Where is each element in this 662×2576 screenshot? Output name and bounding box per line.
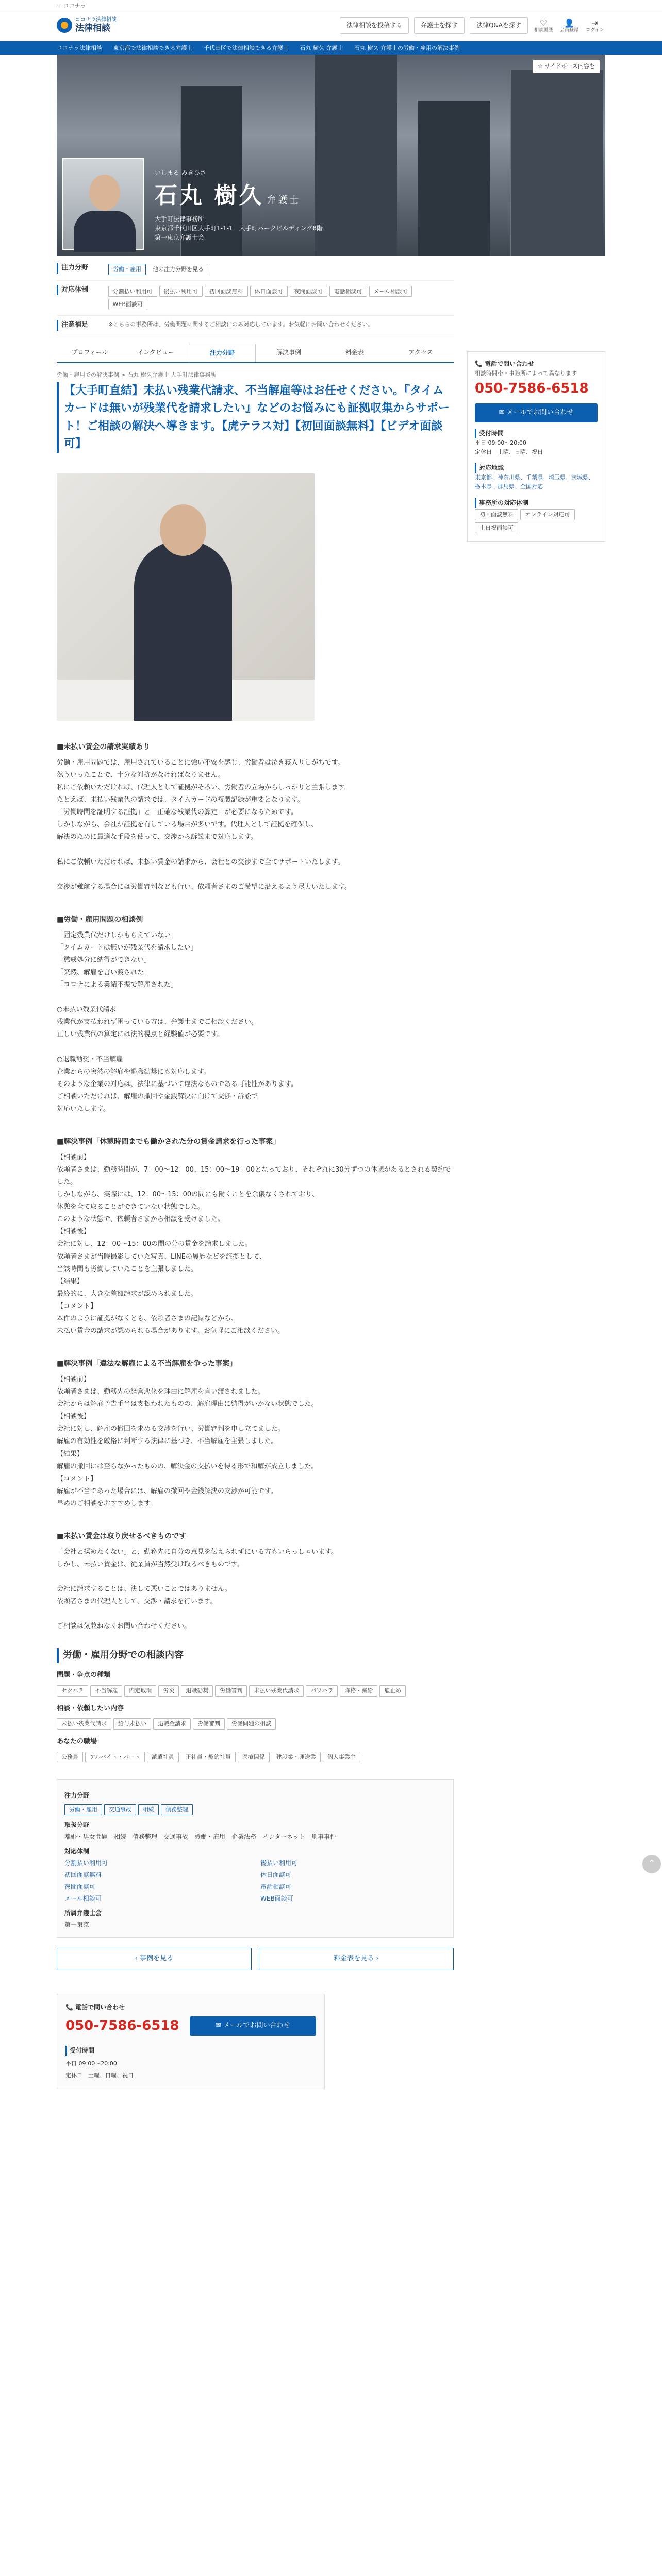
focus-field-row <box>57 259 454 281</box>
support-row <box>57 281 454 316</box>
focus-field-label: 注力分野 <box>57 263 103 274</box>
bottom-mail-button[interactable]: ✉ メールでお問い合わせ <box>190 2016 316 2036</box>
phone-label-text: 電話で問い合わせ <box>485 360 535 367</box>
breadcrumb-item[interactable]: 石丸 樹久 弁護士 <box>300 45 343 52</box>
summary-support-item: 分割払い利用可 <box>64 1859 108 1867</box>
consult-tag[interactable]: 正社員・契約社員 <box>181 1752 236 1763</box>
tab-access[interactable]: アクセス <box>408 348 433 356</box>
tab-interview[interactable]: インタビュー <box>137 348 174 356</box>
hero-building <box>510 70 603 256</box>
contact-box <box>467 351 605 542</box>
mail-label: メールでお問い合わせ <box>506 409 574 417</box>
hero-building <box>418 101 490 256</box>
sidebar <box>467 259 605 1980</box>
breadcrumb-item[interactable]: ココナラ法律相談 <box>57 45 102 52</box>
office-address: 東京都千代田区大手町1-1-1 大手町パークビルディング8階 <box>155 224 323 232</box>
history-label: 相談履歴 <box>534 27 553 33</box>
summary-field[interactable]: 債務整理 <box>161 1804 193 1816</box>
bottom-mail-label: メールでお問い合わせ <box>223 2022 290 2030</box>
login-label: ログイン <box>586 27 604 33</box>
top-strip <box>0 0 662 10</box>
focus-field-tag[interactable]: 労働・雇用 <box>108 264 146 275</box>
breadcrumb-item[interactable]: 千代田区で法律相談できる弁護士 <box>204 45 289 52</box>
bar-association: 第一東京弁護士会 <box>155 233 205 241</box>
chevron-up-icon: ⌃ <box>648 1858 656 1869</box>
consult-tag[interactable]: アルバイト・パート <box>85 1752 145 1763</box>
next-button[interactable]: 料金表を見る › <box>259 1948 454 1970</box>
area-title: 対応地域 <box>475 463 598 473</box>
consult-tag[interactable]: 労働問題の相談 <box>227 1718 276 1730</box>
support-tag: 夜間面談可 <box>290 286 327 297</box>
note-row <box>57 316 454 335</box>
consult-tag[interactable]: 未払い残業代請求 <box>249 1685 304 1697</box>
lawyer-photo <box>62 158 144 250</box>
consult-tag[interactable]: 労働審判 <box>215 1685 247 1697</box>
section-text: 労働・雇用問題では、雇用されていることに強い不安を感じ、労働者は泣き寝入りしがちです。 然ういったことで、十分な対抗がなければなりません。 私にご依頼いただければ、代理人として証拠がそろい、労働者の立場からしっかりと主張します。 たとえば、未払い残業代の請求では、タイムカードの複製記録が重要となります。 「労働時間を証明する証拠」と「正確な残業代の算定」が必要になるためです。 しかしながら、会社が証拠を有している場合が多いです。代理人として証拠を確保し、 解決のために最適な手段を使って、交渉から訴訟まで対応します。 私にご依頼いただければ、未払い賃金の請求から、会社との交渉まで全てサポートいたします。 交渉が難航する場合には労働審判なども行い、依頼者さまのご希望に沿えるよう尽力いたします。 <box>57 759 351 891</box>
phone-number[interactable]: 050-7586-6518 <box>475 380 589 396</box>
support-tag: 分割払い利用可 <box>108 286 157 297</box>
tab-profile[interactable]: プロフィール <box>71 348 108 356</box>
consult-tags <box>57 1751 454 1764</box>
summary-support-item: 休日面談可 <box>260 1871 292 1878</box>
office-support-tag: オンライン対応可 <box>520 509 575 520</box>
section-text: 「固定残業代だけしかもらえていない」 「タイムカードは無いが残業代を請求したい」 「懲戒処分に納得ができない」 「突然、解雇を言い渡された」 「コロナによる業績不振で解雇された」 ○未払い残業代請求 残業代が支払われず困っている方は、弁護士までご相談ください。 正しい残業代の算定には法的視点と経験値が必要です。 ○退職勧奨・不当解雇 企業からの突然の解雇や退職勧奨にも対応します。 そのような企業の対応は、法律に基づいて違法なものである可能性があります。 ご相談いただければ、解雇の撤回や金銭解決に向けて交渉・訴訟で 対応いたします。 <box>57 931 297 1113</box>
note-text: ※こちらの事務所は、労働問題に関するご相談にのみ対応しています。お気軽にお問い合わせください。 <box>108 320 374 328</box>
hours-title: 受付時間 <box>475 429 598 438</box>
scroll-top-button[interactable] <box>642 1855 661 1873</box>
section-heading: ■解決事例「休憩時間までも働かされた分の賃金請求を行った事案」 <box>57 1137 280 1146</box>
phone-note: 相談時間帯・事務所によって異なります <box>475 370 577 377</box>
summary-title: 取扱分野 <box>64 1821 90 1829</box>
section-breadcrumb: 労働・雇用での解決事例 > 石丸 樹久弁護士 大手町法律事務所 <box>57 371 217 378</box>
next-label: 料金表を見る <box>334 1954 374 1962</box>
bottom-phone-number[interactable]: 050-7586-6518 <box>65 2018 179 2033</box>
prev-button[interactable]: ‹ 事例を見る <box>57 1948 252 1970</box>
support-label: 対応体制 <box>57 285 103 296</box>
consult-tag[interactable]: 給与未払い <box>113 1718 151 1730</box>
consult-tag[interactable]: 派遣社員 <box>147 1752 179 1763</box>
consult-tag[interactable]: 医療関係 <box>238 1752 270 1763</box>
section-text: 【相談前】 依頼者さまは、勤務先の経営悪化を理由に解雇を言い渡されました。 会社からは解雇予告手当は支払われたものの、解雇理由に納得がいかない状態でした。 【相談後】 会社に対し、解雇の撤回を求める交渉を行い、労働審判を申し立てました。 解雇の有効性を厳格に判断する法律に基づき、不当解雇を主張しました。 【結果】 解雇の撤回には至らなかったものの、解決金の支払いを得る形で和解が成立しました。 【コメント】 解雇が不当であった場合には、解雇の撤回や金銭解決の交渉が可能です。 早めのご相談をおすすめします。 <box>57 1376 318 1507</box>
summary-field[interactable]: 交通事故 <box>104 1804 136 1816</box>
summary-support-item: 初回面談無料 <box>64 1871 102 1878</box>
summary-areas: 離婚・男女問題 相続 債務整理 交通事故 労働・雇用 企業法務 インターネット 刑事事件 <box>64 1833 336 1841</box>
mail-button[interactable]: ✉ メールでお問い合わせ <box>475 403 598 422</box>
heart-icon: ♡ <box>539 18 548 28</box>
summary-title: 所属弁護士会 <box>64 1909 102 1917</box>
find-lawyer-button[interactable]: 弁護士を探す <box>414 17 465 34</box>
logo-brand: 法律相談 <box>75 23 110 34</box>
consult-tag[interactable]: 不当解雇 <box>90 1685 122 1697</box>
office-support-title: 事務所の対応体制 <box>475 498 598 508</box>
consult-tag[interactable]: 内定取消 <box>124 1685 156 1697</box>
consult-tag[interactable]: 退職金請求 <box>153 1718 191 1730</box>
consult-tag[interactable]: 建設業・運送業 <box>272 1752 321 1763</box>
section-heading: ■労働・雇用問題の相談例 <box>57 915 143 924</box>
summary-support-item: WEB面談可 <box>260 1895 293 1903</box>
summary-support-item: 夜間面談可 <box>64 1883 96 1891</box>
consult-tag[interactable]: 労災 <box>158 1685 179 1697</box>
summary-support-item: 後払い利用可 <box>260 1859 298 1867</box>
prev-label: 事例を見る <box>140 1954 174 1962</box>
consult-tag[interactable]: 未払い残業代請求 <box>57 1718 111 1730</box>
section-heading: ■未払い賃金の請求実績あり <box>57 742 151 751</box>
lawyer-name <box>155 178 323 214</box>
office-support-tag: 土日祝面談可 <box>475 522 518 534</box>
summary-title: 注力分野 <box>64 1792 90 1800</box>
consult-tag[interactable]: セクハラ <box>57 1685 88 1697</box>
consult-tags <box>57 1717 454 1731</box>
login-link[interactable] <box>585 18 605 33</box>
support-tag: 初回面談無料 <box>205 286 248 297</box>
support-tag: WEB面談可 <box>108 299 147 310</box>
consult-heading: 労働・雇用分野での相談内容 <box>57 1648 454 1663</box>
hero-building <box>315 55 397 256</box>
other-fields-link[interactable]: 他の注力分野を見る <box>148 264 208 275</box>
consult-tag[interactable]: パワハラ <box>306 1685 338 1697</box>
logo-mark-icon <box>57 18 72 33</box>
tab-focus[interactable]: 注力分野 <box>189 344 256 362</box>
bottom-phone-label-text: 電話で問い合わせ <box>75 2003 125 2011</box>
consult-tag[interactable]: 公務員 <box>57 1752 83 1763</box>
section-text: 【相談前】 依頼者さまは、勤務時間が、7：00〜12：00、15：00〜19：00となっており、それぞれに30分ずつの休憩があるとされる契約でした。 しかしながら、実際には、12：00〜15：00の間にも働くことを余儀なくされており、 休憩を全て取ることができていない状態でした。 このような状態で、依頼者さまから相談を受けました。 【相談後】 会社に対し、12：00〜15：00の間の分の賃金を請求しました。 依頼者さまが当時撮影していた写真、LINEの履歴などを証拠として、 当該時間も労働していたことを主張しました。 【結果】 最終的に、大きな差額請求が認められました。 【コメント】 本件のように証拠がなくとも、依頼者さまの記録などから、 未払い賃金の請求が認められる場合があります。お気軽にご相談ください。 <box>57 1154 451 1335</box>
consult-tag[interactable]: 個人事業主 <box>323 1752 360 1763</box>
breadcrumb-item: 石丸 樹久 弁護士の労働・雇用の解決事例 <box>354 45 460 52</box>
summary-support-item: メール相談可 <box>64 1895 102 1903</box>
site-header <box>0 10 662 41</box>
register-link[interactable] <box>559 18 580 33</box>
section-heading: ■未払い賃金は取り戻せるべきものです <box>57 1532 187 1540</box>
profile-hero <box>57 55 605 256</box>
consult-tag[interactable]: 退職勧奨 <box>181 1685 213 1697</box>
find-qa-button[interactable]: 法律Q&Aを探す <box>470 17 528 34</box>
lawyer-name-text: 石丸 樹久 <box>155 182 264 209</box>
phone-label: 📞 電話で問い合わせ <box>475 360 535 367</box>
hours-text: 平日 09:00〜20:00 <box>475 439 526 447</box>
bottom-hours-text: 平日 09:00〜20:00 <box>65 2060 117 2067</box>
page-title: 【大手町直結】未払い残業代請求、不当解雇等はお任せください。『タイムカードは無いが残業代を請求したい』などのお悩みにも証拠収集からサポート！ご相談の解決へ導きます。【虎テラス対】【初回面談無料】【ビデオ面談可】 <box>57 382 454 452</box>
consult-tags <box>57 1684 454 1698</box>
post-question-button[interactable]: 法律相談を投稿する <box>340 17 409 34</box>
support-tag: 後払い利用可 <box>159 286 203 297</box>
login-icon: ⇥ <box>591 18 599 28</box>
site-logo[interactable] <box>57 17 117 33</box>
user-icon: 👤 <box>564 18 574 28</box>
consult-tag[interactable]: 雇止め <box>379 1685 406 1697</box>
lawyer-interview-photo <box>57 473 315 721</box>
register-label: 会員登録 <box>559 27 578 33</box>
bottom-hours-title: 受付時間 <box>65 2046 316 2056</box>
favorite-button[interactable]: ☆ サイドボーズ内容を <box>533 60 600 73</box>
consult-group-title: 相談・依頼したい内容 <box>57 1704 124 1713</box>
main-column <box>57 259 454 1980</box>
support-tag: 休日面談可 <box>250 286 288 297</box>
consult-group-title: 問題・争点の種類 <box>57 1671 111 1680</box>
summary-title: 対応体制 <box>64 1847 90 1855</box>
logo-name: ココナラ法律相談 <box>75 17 117 23</box>
office-support-tag: 初回面談無料 <box>475 509 518 520</box>
note-label: 注意補足 <box>57 320 103 331</box>
lawyer-ruby: いしまる みきひさ <box>155 169 206 176</box>
closed-days: 定休日 土曜、日曜、祝日 <box>475 448 543 455</box>
summary-field[interactable]: 労働・雇用 <box>64 1804 102 1816</box>
summary-box <box>57 1779 454 1937</box>
summary-support <box>64 1858 446 1904</box>
summary-support-item: 電話相談可 <box>260 1883 292 1891</box>
page-nav <box>57 1948 454 1970</box>
lawyer-suffix: 弁護士 <box>267 195 301 206</box>
summary-field[interactable]: 相続 <box>138 1804 159 1816</box>
bottom-contact-box <box>57 1994 325 2089</box>
section-heading: ■解決事例「違法な解雇による不当解雇を争った事案」 <box>57 1359 237 1368</box>
area-list: 東京都、神奈川県、千葉県、埼玉県、茨城県、栃木県、群馬県、全国対応 <box>475 473 594 490</box>
summary-bar: 第一東京 <box>64 1921 90 1928</box>
support-tag: 電話相談可 <box>329 286 367 297</box>
tab-cases[interactable]: 解決事例 <box>276 348 301 356</box>
breadcrumb <box>0 41 662 55</box>
breadcrumb-item[interactable]: 東京都で法律相談できる弁護士 <box>113 45 193 52</box>
consult-tag[interactable]: 降格・減給 <box>340 1685 377 1697</box>
bottom-closed-days: 定休日 土曜、日曜、祝日 <box>65 2072 134 2079</box>
consult-tag[interactable]: 労働審判 <box>193 1718 225 1730</box>
office-name: 大手町法律事務所 <box>155 215 205 223</box>
consult-group-title: あなたの職場 <box>57 1738 97 1746</box>
top-menu-label[interactable]: ≡ ココナラ <box>57 3 86 9</box>
history-link[interactable] <box>533 18 554 33</box>
profile-tabs <box>57 344 454 363</box>
section-text: 「会社と揉めたくない」と、勤務先に自分の意見を伝えられずにいる方もいらっしゃいます。 しかし、未払い賃金は、従業員が当然受け取るべきものです。 会社に請求することは、決して悪いことではありません。 依頼者さまの代理人として、交渉・請求を行います。 ご相談は気兼ねなくお問い合わせください。 <box>57 1548 338 1631</box>
support-tag: メール相談可 <box>369 286 412 297</box>
tab-fees[interactable]: 料金表 <box>345 348 364 356</box>
bottom-phone-label: 📞 電話で問い合わせ <box>65 2003 125 2011</box>
